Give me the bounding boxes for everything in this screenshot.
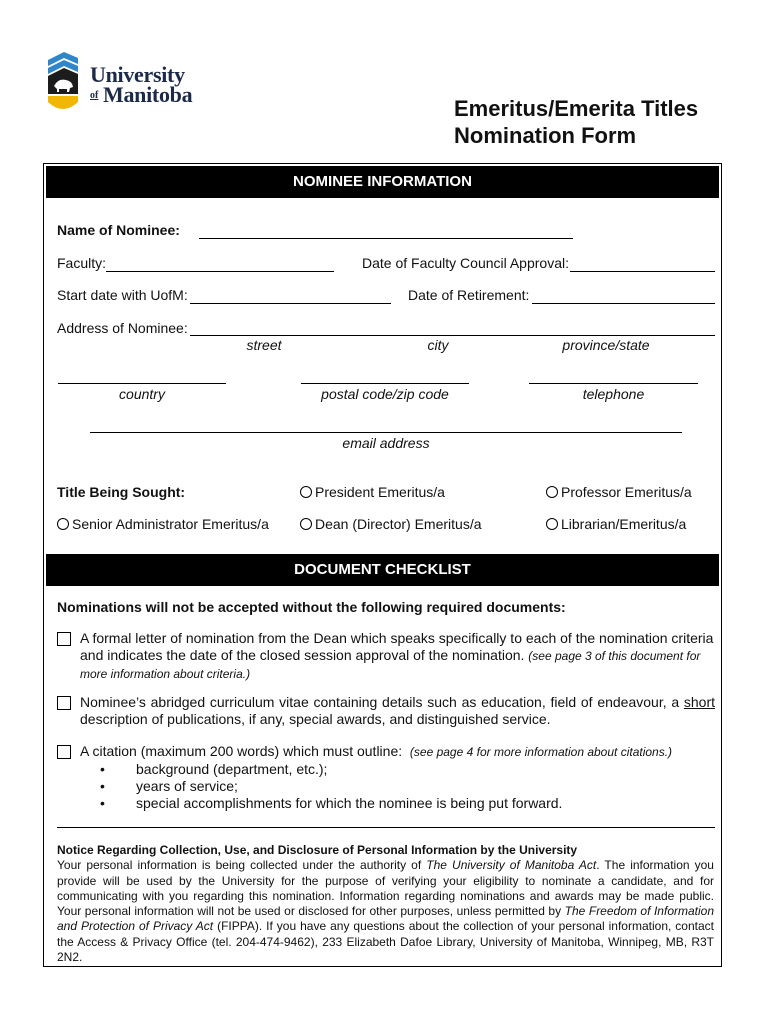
option-label: Professor Emeritus/a — [561, 484, 692, 500]
name-of-nominee-label: Name of Nominee: — [57, 222, 180, 238]
option-professor-emeritus[interactable] — [546, 484, 692, 500]
bullet-text: years of service; — [136, 778, 238, 794]
privacy-notice-body — [57, 858, 714, 965]
postal-code-caption: postal code/zip code — [321, 386, 449, 402]
telephone-field[interactable] — [529, 383, 698, 384]
checkbox-curriculum-vitae[interactable] — [57, 696, 71, 710]
title-being-sought-label: Title Being Sought: — [57, 484, 186, 500]
page-title — [454, 95, 698, 149]
checkbox-nomination-letter[interactable] — [57, 632, 71, 646]
checkbox-citation[interactable] — [57, 745, 71, 759]
bullet-icon: • — [100, 761, 105, 777]
faculty-field[interactable] — [106, 271, 334, 272]
street-caption: street — [246, 337, 282, 353]
bullet-icon: • — [100, 778, 105, 794]
item-text: Nominee’s abridged curriculum vitae containing details such as education, field of endeavour, a — [80, 694, 680, 710]
citation-bullet-list — [100, 761, 562, 812]
item-note: (see page 4 for more information about citations.) — [409, 745, 673, 759]
country-caption: country — [119, 386, 165, 402]
radio-button[interactable] — [300, 486, 312, 498]
logo-wordmark-university: University — [90, 62, 185, 87]
privacy-notice-title: Notice Regarding Collection, Use, and Disclosure of Personal Information by the University — [57, 843, 578, 857]
bullet-icon: • — [100, 795, 105, 811]
checklist-item-curriculum-vitae — [80, 694, 715, 728]
email-field[interactable] — [90, 432, 682, 433]
document-checklist-heading: DOCUMENT CHECKLIST — [46, 554, 719, 586]
notice-fippa-name: The Freedom of Information and Protection of Privacy Act — [57, 904, 715, 934]
checklist-item-nomination-letter — [80, 630, 715, 683]
postal-code-field[interactable] — [301, 383, 469, 384]
university-logo-shield-icon — [46, 50, 80, 114]
province-caption: province/state — [562, 337, 650, 353]
bullet-item — [100, 795, 562, 812]
item-underlined-word: short — [683, 694, 716, 710]
logo-wordmark-manitoba: Manitoba — [103, 82, 193, 107]
checklist-item-citation — [80, 743, 715, 761]
address-label: Address of Nominee: — [57, 320, 188, 336]
option-senior-administrator-emeritus[interactable] — [57, 516, 269, 532]
bullet-text: special accomplishments for which the nominee is being put forward. — [136, 795, 563, 811]
item-text-continued: description of publications, if any, special awards, and distinguished service. — [80, 711, 551, 727]
title-line-1: Emeritus/Emerita Titles — [454, 96, 699, 121]
checklist-intro: Nominations will not be accepted without the following required documents: — [57, 599, 566, 615]
option-label: Dean (Director) Emeritus/a — [315, 516, 482, 532]
faculty-label: Faculty: — [57, 255, 107, 271]
email-caption: email address — [342, 435, 430, 451]
country-field[interactable] — [58, 383, 226, 384]
city-caption: city — [427, 337, 449, 353]
option-label: President Emeritus/a — [315, 484, 445, 500]
start-date-label: Start date with UofM: — [57, 287, 188, 303]
item-text: A formal letter of nomination from the Dean which speaks specifically to each of the nomination criteria and indicates the date of the closed session approval of the nomination. — [80, 630, 714, 663]
bullet-text: background (department, etc.); — [136, 761, 328, 777]
option-dean-emeritus[interactable] — [300, 516, 482, 532]
title-line-2: Nomination Form — [454, 123, 637, 148]
bullet-item — [100, 761, 562, 778]
item-text: A citation (maximum 200 words) which must outline: — [80, 743, 403, 759]
option-label: Librarian/Emeritus/a — [561, 516, 687, 532]
notice-divider — [57, 827, 715, 828]
retirement-date-label: Date of Retirement: — [408, 287, 530, 303]
telephone-caption: telephone — [582, 386, 645, 402]
faculty-council-approval-label: Date of Faculty Council Approval: — [362, 255, 569, 271]
notice-text-part: Your personal information is being collected under the authority of — [57, 858, 422, 873]
retirement-date-field[interactable] — [532, 303, 715, 304]
option-librarian-emeritus[interactable] — [546, 516, 686, 532]
logo-wordmark-of: of — [90, 90, 99, 101]
privacy-notice — [57, 843, 714, 965]
notice-text-part: . The information you provide will be used by the University for the purpose of verifying your eligibility to nominate a candidate, and for communicating with you regarding this nomination. Information regarding nominations and awards may be made public. Your personal information will not be used or disclosed for other purposes, unless permitted by — [57, 858, 714, 919]
faculty-council-approval-field[interactable] — [570, 271, 715, 272]
radio-button[interactable] — [546, 518, 558, 530]
notice-act-name: The University of Manitoba Act — [426, 858, 597, 873]
radio-button[interactable] — [300, 518, 312, 530]
radio-button[interactable] — [57, 518, 69, 530]
bullet-item — [100, 778, 562, 795]
notice-text-part: (FIPPA). If you have any questions about the collection of your personal information, contact the Access & Privacy Office (tel. 204-474-9462), 233 Elizabeth Dafoe Library, University of Manitoba, Winnipeg, MB, R3T 2N2. — [57, 919, 714, 965]
radio-button[interactable] — [546, 486, 558, 498]
option-president-emeritus[interactable] — [300, 484, 445, 500]
name-of-nominee-field[interactable] — [199, 238, 573, 239]
option-label: Senior Administrator Emeritus/a — [72, 516, 269, 532]
start-date-field[interactable] — [190, 303, 391, 304]
item-note: (see page 3 of this document for more information about criteria.) — [80, 649, 701, 681]
nominee-information-heading: NOMINEE INFORMATION — [46, 166, 719, 198]
address-street-city-province-field[interactable] — [190, 335, 715, 336]
